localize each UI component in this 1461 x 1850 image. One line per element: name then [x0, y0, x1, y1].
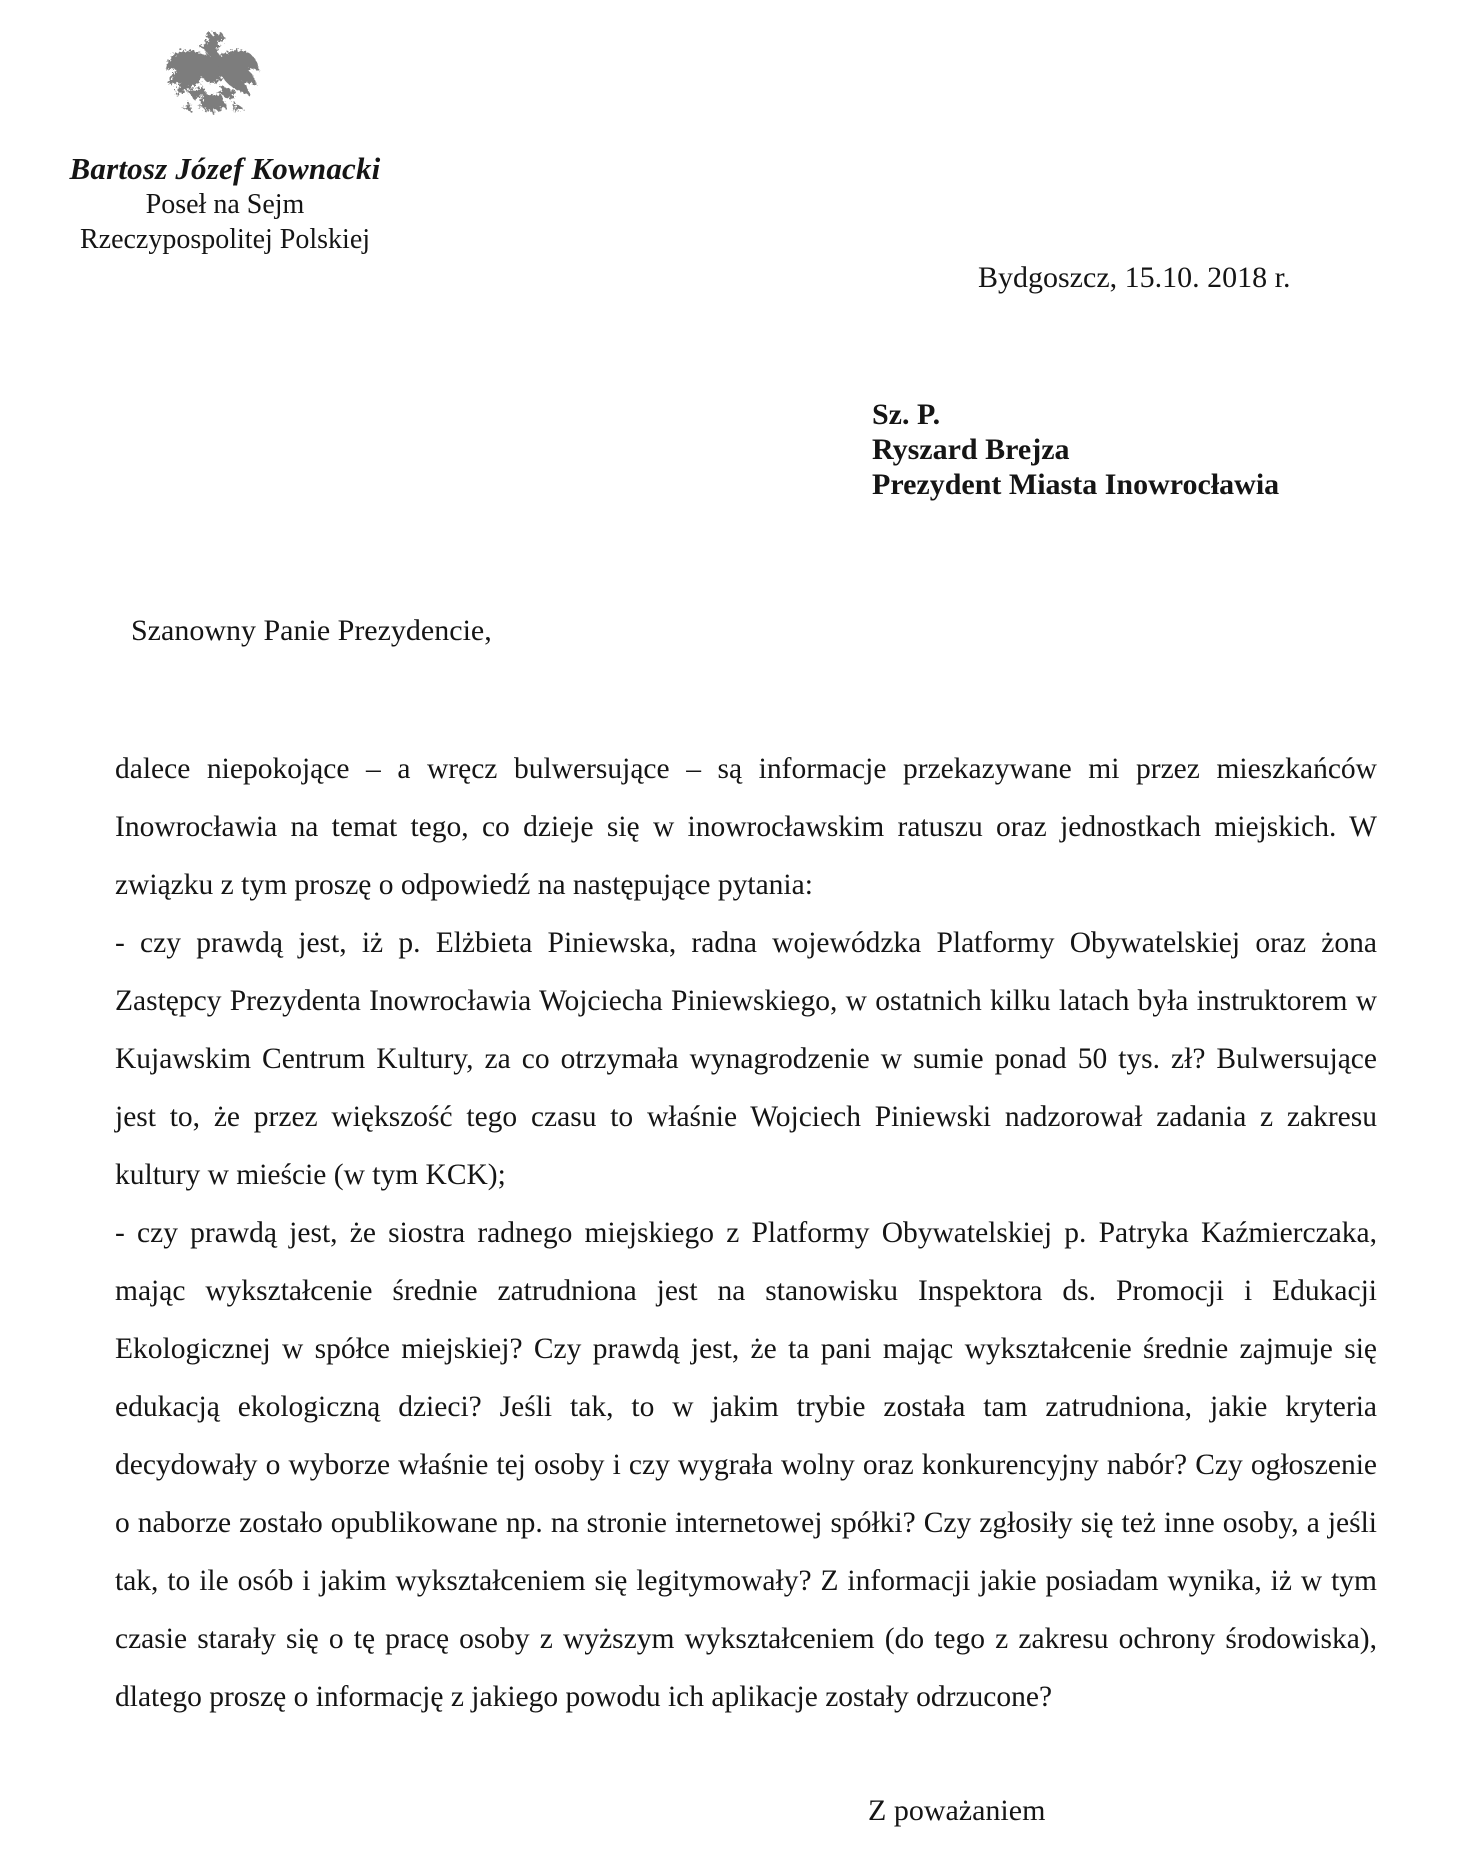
- recipient-block: [872, 397, 1279, 502]
- sender-name: Bartosz Józef Kownacki: [69, 151, 381, 186]
- sender-title-line2: Rzeczypospolitej Polskiej: [79, 224, 371, 255]
- recipient-honorific: Sz. P.: [872, 398, 941, 431]
- letter-body: [115, 740, 1377, 1726]
- body-paragraph-1: dalece niepokojące – a wręcz bulwersujące – są informacje przekazywane mi przez mieszkańców Inowrocławia na temat tego, co dzieje się w inowrocławskim ratuszu oraz jednostkach miejskich. W związku z tym proszę o odpowiedź na następujące pytania:: [115, 753, 1377, 901]
- recipient-name: Ryszard Brejza: [872, 433, 1070, 466]
- closing-phrase: Z poważaniem: [868, 1794, 1046, 1827]
- sender-title-line1: Poseł na Sejm: [145, 189, 305, 220]
- greeting: Szanowny Panie Prezydencie,: [131, 614, 492, 647]
- sender-header: [50, 30, 400, 257]
- body-paragraph-2: - czy prawdą jest, iż p. Elżbieta Piniewska, radna wojewódzka Platformy Obywatelskiej oraz żona Zastępcy Prezydenta Inowrocławia Wojciecha Piniewskiego, w ostatnich kilku latach była instruktorem w Kujawskim Centrum Kultury, za co otrzymała wynagrodzenie w sumie ponad 50 tys. zł? Bulwersujące jest to, że przez większość tego czasu to właśnie Wojciech Piniewski nadzorował zadania z zakresu kultury w mieście (w tym KCK);: [115, 927, 1377, 1191]
- body-paragraph-3: - czy prawdą jest, że siostra radnego miejskiego z Platformy Obywatelskiej p. Patryka Kaźmierczaka, mając wykształcenie średnie zatrudniona jest na stanowisku Inspektora ds. Promocji i Edukacji Ekologicznej w spółce miejskiej? Czy prawdą jest, że ta pani mając wykształcenie średnie zajmuje się edukacją ekologiczną dzieci? Jeśli tak, to w jakim trybie została tam zatrudniona, jakie kryteria decydowały o wyborze właśnie tej osoby i czy wygrała wolny oraz konkurencyjny nabór? Czy ogłoszenie o naborze zostało opublikowane np. na stronie internetowej spółki? Czy zgłosiły się też inne osoby, a jeśli tak, to ile osób i jakim wykształceniem się legitymowały? Z informacji jakie posiadam wynika, iż w tym czasie starały się o tę pracę osoby z wyższym wykształceniem (do tego z zakresu ochrony środowiska), dlatego proszę o informację z jakiego powodu ich aplikacje zostały odrzucone?: [115, 1217, 1377, 1713]
- dateline: Bydgoszcz, 15.10. 2018 r.: [978, 261, 1291, 294]
- recipient-title: Prezydent Miasta Inowrocławia: [872, 468, 1280, 501]
- polish-eagle-icon: [50, 30, 400, 130]
